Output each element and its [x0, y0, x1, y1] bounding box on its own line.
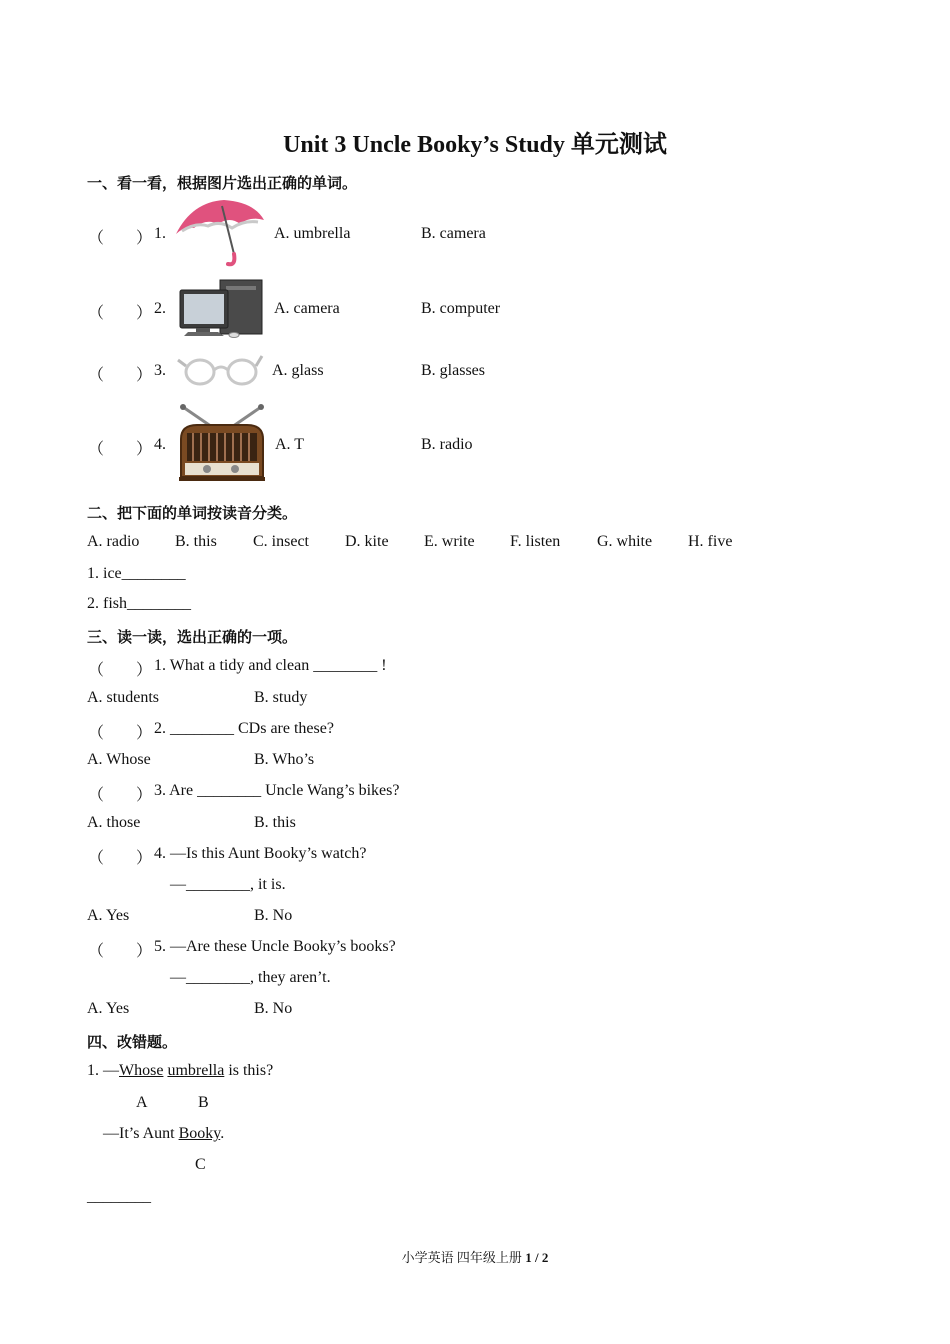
glasses-icon: [176, 352, 264, 388]
option-a: A. umbrella: [274, 225, 351, 242]
option-a: A. Yes: [87, 1000, 130, 1017]
mark-b: B: [198, 1094, 209, 1111]
question-number: 2.: [154, 300, 166, 317]
option-a: A. Yes: [87, 907, 130, 924]
answer-paren[interactable]: （ ）: [88, 441, 153, 458]
page-number: 1: [525, 1250, 532, 1265]
error-line-1: [87, 1062, 273, 1080]
classify-line-1[interactable]: 1. ice________: [87, 565, 186, 582]
page-separator: /: [531, 1250, 542, 1265]
mark-a: A: [136, 1094, 148, 1111]
option-a: A. glass: [272, 362, 324, 379]
question-reply: —________, it is.: [170, 876, 286, 893]
word-option: A. radio: [87, 533, 140, 550]
classify-line-2[interactable]: 2. fish________: [87, 595, 191, 612]
question-stem: 3. Are ________ Uncle Wang’s bikes?: [154, 782, 400, 799]
question-reply: —________, they aren’t.: [170, 969, 331, 986]
underlined-word-b: umbrella: [167, 1062, 225, 1079]
option-a: A. camera: [274, 300, 340, 317]
word-option: E. write: [424, 533, 475, 550]
page-footer: [0, 1247, 950, 1266]
word-option: G. white: [597, 533, 653, 550]
option-b: B. glasses: [421, 362, 485, 379]
question-number: 1.: [154, 225, 166, 242]
section-4-heading: 四、改错题。: [87, 1033, 178, 1051]
section-3-heading: 三、读一读，选出正确的一项。: [87, 628, 298, 646]
line-prefix: 1. —: [87, 1062, 119, 1079]
word-option: C. insect: [253, 533, 309, 550]
option-b: B. Who’s: [254, 751, 315, 768]
question-stem: 5. —Are these Uncle Booky’s books?: [154, 938, 396, 955]
option-b: B. camera: [421, 225, 486, 242]
computer-icon: [178, 278, 266, 338]
answer-paren[interactable]: （ ）: [88, 943, 153, 960]
word-option: H. five: [688, 533, 733, 550]
option-b: B. No: [254, 1000, 293, 1017]
answer-paren[interactable]: （ ）: [88, 305, 153, 322]
underlined-word-c: Booky: [178, 1125, 221, 1142]
option-b: B. study: [254, 689, 308, 706]
question-stem: 4. —Is this Aunt Booky’s watch?: [154, 845, 367, 862]
answer-paren[interactable]: （ ）: [88, 725, 153, 742]
section-2-heading: 二、把下面的单词按读音分类。: [87, 504, 298, 522]
option-a: A. T: [275, 436, 305, 453]
answer-paren[interactable]: （ ）: [88, 367, 153, 384]
option-a: A. those: [87, 814, 141, 831]
umbrella-icon: [172, 198, 267, 268]
line-prefix: —It’s Aunt: [103, 1125, 179, 1142]
line-suffix: .: [220, 1125, 225, 1142]
question-stem: 1. What a tidy and clean ________ !: [154, 657, 387, 674]
word-option: F. listen: [510, 533, 561, 550]
section-1-heading: 一、看一看，根据图片选出正确的单词。: [87, 174, 358, 192]
option-a: A. Whose: [87, 751, 151, 768]
mark-c: C: [195, 1156, 206, 1173]
answer-paren[interactable]: （ ）: [88, 850, 153, 867]
option-b: B. computer: [421, 300, 501, 317]
question-stem: 2. ________ CDs are these?: [154, 720, 334, 737]
radio-icon: [177, 405, 267, 483]
answer-paren[interactable]: （ ）: [88, 787, 153, 804]
line-suffix: is this?: [224, 1062, 274, 1079]
page-total: 2: [541, 1250, 549, 1265]
option-b: B. radio: [421, 436, 473, 453]
question-number: 4.: [154, 436, 166, 453]
footer-text: 小学英语 四年级上册: [401, 1250, 526, 1265]
error-line-2: [103, 1125, 224, 1143]
question-number: 3.: [154, 362, 166, 379]
answer-paren[interactable]: （ ）: [88, 662, 153, 679]
option-a: A. students: [87, 689, 159, 706]
answer-paren[interactable]: （ ）: [88, 230, 153, 247]
answer-blank[interactable]: ________: [87, 1188, 151, 1205]
underlined-word-a: Whose: [119, 1062, 164, 1079]
page-title: Unit 3 Uncle Booky’s Study 单元测试: [283, 132, 667, 158]
word-option: D. kite: [345, 533, 389, 550]
option-b: B. No: [254, 907, 293, 924]
option-b: B. this: [254, 814, 296, 831]
word-option: B. this: [175, 533, 217, 550]
